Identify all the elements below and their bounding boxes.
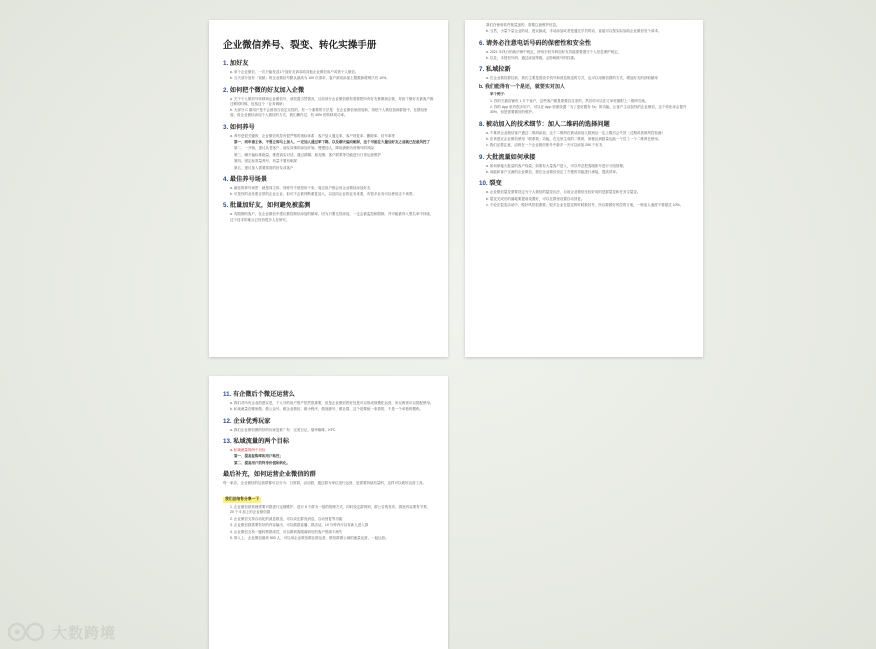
- paragraph: b. 当然，小量个量企业的话，建议换成，手动添加或者是通过学员的话，直接可以按实际加给企业微信发个请求。: [486, 29, 662, 34]
- section-heading: [223, 176, 434, 184]
- section-heading: [223, 438, 434, 446]
- document-title: 企业微信养号、裂变、转化实操手册: [223, 40, 377, 51]
- final-section-title: 最后补充，如何运营企业微信的群: [223, 470, 316, 478]
- section-title: 裂变: [489, 180, 502, 188]
- section-number: 3.: [223, 123, 229, 131]
- list-item: 1. 企业微信群管理需要对群进行定期维护，进行 5 个群为一组的管理方式，同时设定群规则、群公告的发布，群里内容要有节奏，20 个 5 加上的企业微信群: [230, 505, 431, 515]
- section-number: 8.: [479, 120, 485, 128]
- section-paragraph: b. 我们能得有一个是还，就要实对加人: [479, 84, 565, 91]
- section-paragraph: 第四、固定标准量养号、有量不要有刷屏: [234, 159, 297, 164]
- section-paragraph: a. 我们企业微信做的好的玩家是谁？有：完美日记、瑞幸咖啡、KFC: [230, 427, 336, 432]
- section-paragraph: a. 有限制的客户，在企业微信中建议都控制好添加的频率，因为只要无效添加，一定会被监控和限制，并可能被列入黑名单中持续，这个技术的难点已经有很多人在研究。: [230, 212, 434, 222]
- section-number: 13.: [223, 437, 232, 445]
- section-paragraph: a. 养号是很关键的，企业微信风控有很严格的指标体系：客户加入通过率、客户回复率、删除率、封号率等: [230, 133, 395, 138]
- section-paragraph: a. 关于个人微信号转移到企业微信号，请放置当然情况，目前部分企业微信都有需要把所有好友都做到企微，导致个微好友被客户都迁移的时候，包括这个「业务调研」: [230, 96, 434, 106]
- section-paragraph: a. 企业微信裂变需要设定为个人微信的裂变玩法，目前企业微信比较好用的是群裂变和任务宝裂变。: [486, 190, 641, 195]
- section-title: 私域拉新: [485, 66, 511, 74]
- section-paragraph: b. 当天部分加有「视频」的企业微信号默认最高为 100 次请求，客户被动添加上限数新增则只有 10%。: [230, 76, 390, 81]
- section-number: 2.: [223, 86, 229, 94]
- section-heading: [223, 124, 434, 132]
- page-3-body: [223, 391, 434, 466]
- section-number: 1.: [223, 60, 229, 67]
- section-paragraph: a. 私域流量的两个目标: [230, 447, 266, 452]
- section-paragraph: a. 在企业微信群拉新，我们主要是建设手机号和消息推送的方式，也可以用微信群的方式，增加好友的获取频率: [486, 76, 658, 81]
- section-paragraph: c. 我们还要注意，活码在一个企业微信账号中最多一天可以添加 250 个好友: [486, 143, 603, 148]
- section-number: 7.: [479, 66, 485, 74]
- document-page-2: [465, 20, 703, 357]
- section-paragraph: a. 我们对所有企业的建议是，个人号的用户资产依然很重要，但是企业微信的好处是可以形成规模化运营，所以两者可以搭配使用。: [230, 401, 434, 405]
- section-title: 加好友: [229, 60, 249, 67]
- section-heading: [479, 180, 690, 188]
- section-paragraph: a. 不推荐企业微信客户通过二维码添加，这个二维码在被动添加人数到达一定上限后会失效（过期或者被风控检测）: [486, 130, 665, 135]
- section-number: 6.: [479, 39, 485, 47]
- section-title: 私域流量的两个目标: [233, 437, 290, 445]
- list-item: 3. 企业微信群需要有好的内容输出，可以做群直播、群活动，10 分钟内可以有新人进入群: [230, 523, 369, 528]
- document-page-1: [209, 20, 448, 357]
- section-paragraph: a. 2021 年执行的新法律中规定，使用手机号码加好友功能需要遵守个人信息保护规定。: [486, 49, 622, 54]
- section-title: 有企微后个微还运营么: [233, 391, 295, 398]
- section-heading: [223, 202, 434, 210]
- section-heading: [223, 418, 434, 426]
- section-heading: [223, 60, 434, 68]
- section-title: 批量加好友，如何避免被监测: [229, 202, 311, 210]
- section-title: 企业优秀玩家: [233, 417, 271, 425]
- watermark-text: 大数跨境: [52, 623, 117, 642]
- list-item: 2. 企业微信支持自动化的消息推送，可以设定群发消息、自动回复等功能: [230, 516, 343, 521]
- paragraph: 我们在使用软件批量加的，需要注意维护信息。: [486, 23, 560, 27]
- section-paragraph: 举个例子：: [490, 92, 508, 97]
- section-number: 4.: [223, 175, 229, 183]
- section-number: 9.: [479, 153, 485, 161]
- final-list: [223, 505, 434, 541]
- section-paragraph: 第一、同申请主体，不要立即马上加人，一定加入通过率下降，以及聊天偏向刷屏，这个可能在大量加好友之前就已经被风控了: [234, 139, 430, 144]
- section-number: 5.: [223, 202, 229, 210]
- section-paragraph: 第一、提高复购率和用户粘性；: [234, 454, 283, 459]
- section-paragraph: 第三、聊天偏标准稳量，维度真实对话，通过群聊、朋友圈、客户联系等功能进行日常运营维护: [234, 152, 381, 157]
- section-heading: [479, 40, 690, 48]
- section-title: 如何养号: [229, 123, 255, 131]
- section-paragraph: b. 大部分 C 端用户是不会被再当设定实控的，有一个重要的方法是：在企业微信里面加新，再把个人微信加到群组中，在群组里面，将企业微信添加个人微信的方式，我们操作过，有 40% 的转移成功率。: [230, 108, 428, 118]
- section-title: 最佳养号场景: [229, 175, 268, 183]
- section-heading: [479, 121, 690, 129]
- section-paragraph: 第五、建议加入需要常用的好友或客户: [234, 165, 294, 170]
- section-heading: [223, 391, 434, 399]
- list-item: 5. 准入上，企业微信最高 500 人，可以用企业微信做社群运营，微信群做公域的流量运营，一起运营。: [230, 535, 389, 540]
- page-2-intro: [479, 23, 690, 35]
- section-paragraph: 第二、一开始，建议从老客户、朋友同事的添加开始，慢慢加人，降低被刷为营销号的风险: [234, 146, 374, 151]
- section-number: 11.: [223, 391, 232, 398]
- page-2-body: [479, 40, 690, 209]
- section-paragraph: b. 私域流量在哪里做，做公众号、做企业微信、做小程序、做视频号、做社群，这个是要统一来看的，不是一个单独的模块。: [230, 407, 423, 412]
- section-heading: [223, 87, 434, 95]
- section-paragraph: 2. 你的 App 里有很多用户，可以在 App 里面设置「为了更好服务 Ta」的功能，让客户主动加你的企业微信，这个转化率会提升 30%，但是需要做好的维护。: [490, 105, 687, 115]
- section-paragraph: c. 不论在裂变活动中，做好风控很重要，很多企业在裂变的时候被封号，所以要做好风控的方案，一般加人速度不要超过 10%。: [486, 202, 684, 207]
- section-title: 被动加入的技术细节：加人二维码的选择问题: [485, 120, 610, 128]
- section-title: 大批流量如何承接: [485, 153, 536, 161]
- watermark: [8, 620, 116, 644]
- final-section-paragraph: 每一家店、企业微信的运营群都可以分为：日常群、活动群，通过群为单位进行运营，是需要持续有量的，这样可以做好运营工具。: [223, 480, 426, 485]
- watermark-logo-icon: [8, 621, 48, 643]
- section-number: 10.: [479, 180, 488, 188]
- section-heading: [479, 154, 690, 162]
- section-paragraph: b. 以及，未授权号码，通过添加等级，会影响账号的权重。: [486, 55, 578, 60]
- section-paragraph: b. 裂变完成后的落地要提前设置好，可以在群里设置自动回复。: [486, 196, 585, 201]
- section-title: 请务必注意电话号码的保密性和安全性: [485, 39, 592, 47]
- section-paragraph: a. 最佳的养号场景：就是同主体、同账号不被投诉下来，周边用户都会用企业微信添加好友: [230, 185, 371, 190]
- section-heading: [479, 66, 690, 74]
- section-paragraph: b. 应该建议企业微信使用「联系我」功能，在这里生成的二维码，即便达到数量也能一个员工一个二维码在使用。: [486, 136, 662, 141]
- section-paragraph: a. 单个企业微信，一次只能发送1个加好友请求给其他企业微信用户或者个人微信。: [230, 70, 359, 74]
- section-paragraph: 第二、提高用户的终身价值和转化。: [234, 460, 290, 465]
- section-title: 如何把个微的好友加入企微: [229, 86, 305, 94]
- document-page-3: [209, 376, 448, 649]
- section-paragraph: 1. 你的天猫店铺有 1 万个客户，这些客户都是需要拉过来的，然后你可以在订单里面附上二维码引流。: [490, 98, 649, 103]
- section-paragraph: b. 可是你的业务需正常的企业企业，但可不会被判断重复加人，以及同企业的业务来看，有很多业务可以使用这个场景。: [230, 192, 416, 197]
- page-1-body: [223, 60, 434, 223]
- section-paragraph: b. 用能和客户交流的企业微信，我们企业微信设定了方便的功能进行承接，提高效率。: [486, 169, 620, 174]
- highlighted-note: 我们总结有分享一下: [225, 497, 260, 502]
- list-item: 4. 企业微信支持一键转移群成员，可以做到客服离职后的客户资源不流失: [230, 529, 343, 534]
- section-number: 12.: [223, 417, 232, 425]
- section-paragraph: a. 如何承接大批量的客户线索，如果有大量客户进入，可以考虑把客服账号进行分组管理。: [486, 163, 627, 168]
